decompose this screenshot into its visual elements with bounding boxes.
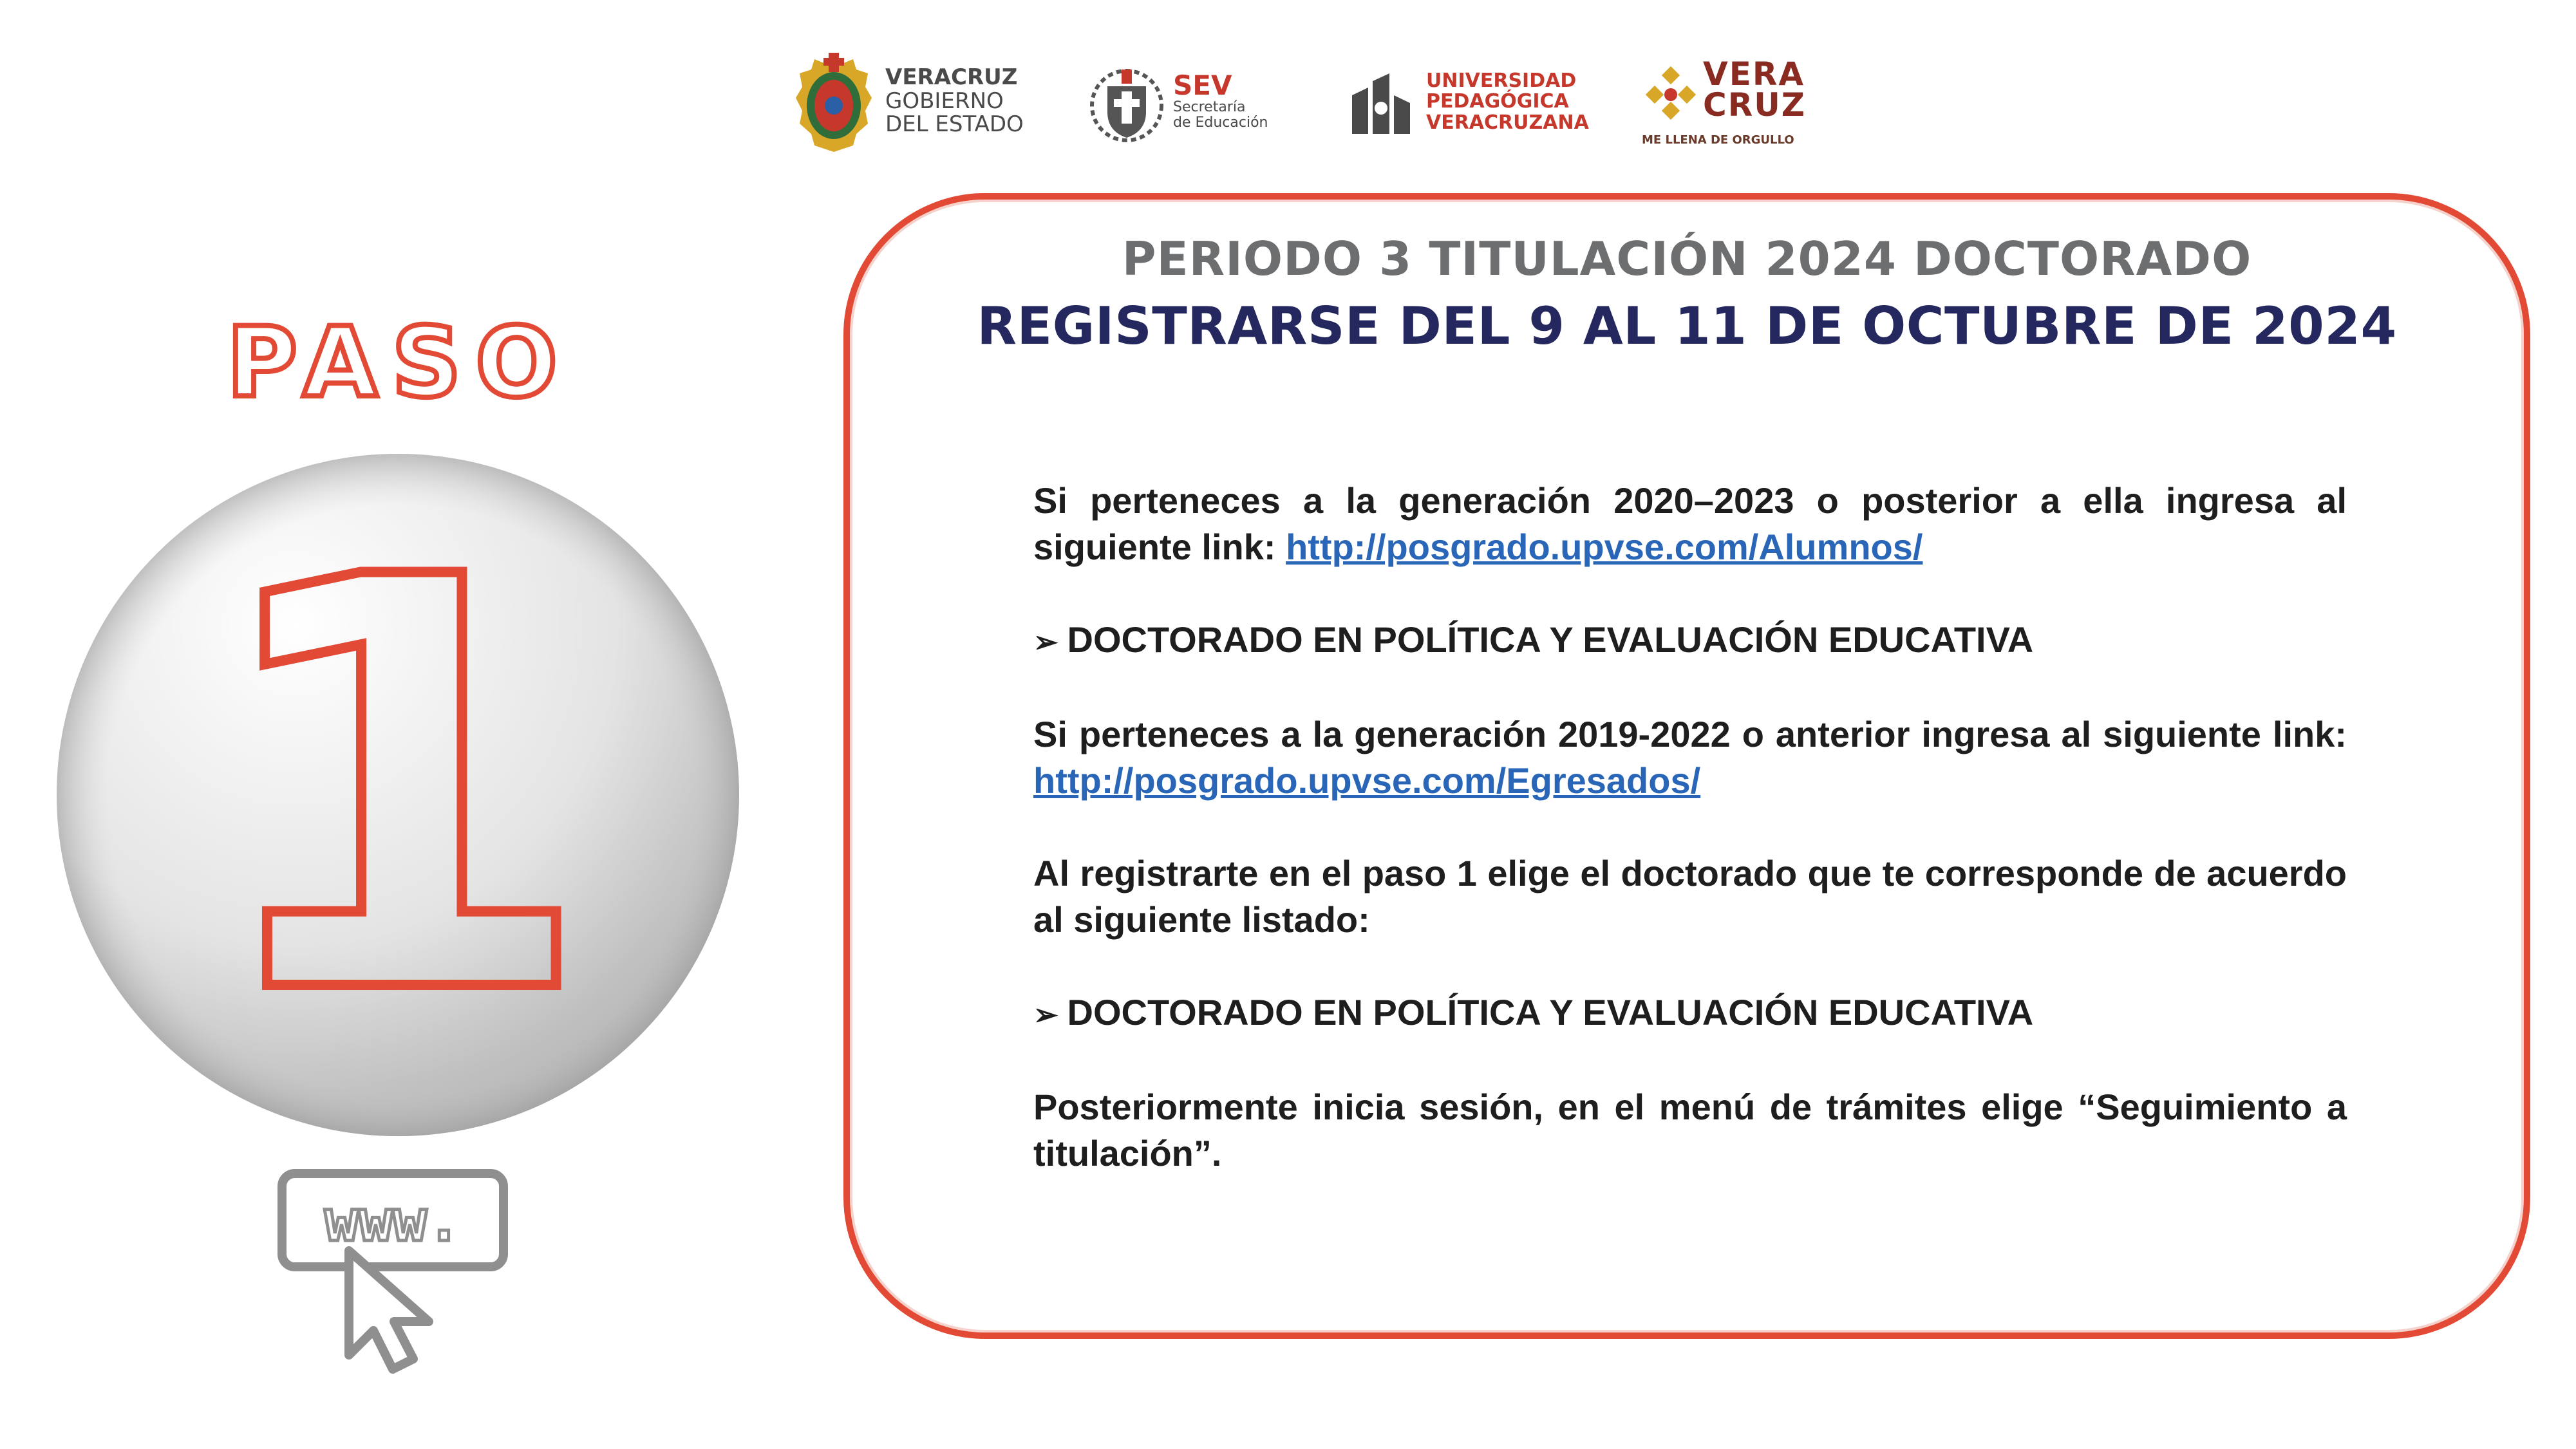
- egresados-link[interactable]: http://posgrado.upvse.com/Egresados/: [1033, 760, 1701, 801]
- paragraph-new-students: [1033, 478, 2347, 570]
- arrow-bullet-icon: ➢: [1033, 998, 1058, 1031]
- web-link-icon: [277, 1168, 509, 1374]
- logo-sev-line2: Secretaría: [1173, 99, 1246, 116]
- paragraph-1-text: Si perteneces a la generación 2020–2023 o posterior a ella ingresa al siguiente link:: [1033, 480, 2347, 567]
- logo-upv-line3: VERACRUZANA: [1426, 111, 1589, 134]
- web-icon-text: www.: [324, 1188, 461, 1254]
- logo-tagline: ME LLENA DE ORGULLO: [1642, 133, 1794, 147]
- logo-sev-title: SEV: [1173, 70, 1232, 101]
- logo-veracruz-line3: DEL ESTADO: [885, 111, 1024, 138]
- paragraph-select-program: Al registrarte en el paso 1 elige el doctorado que te corresponde de acuerdo al siguiente listado:: [1033, 853, 2347, 940]
- logo-veracruz-line2: GOBIERNO: [885, 88, 1004, 114]
- sev-shield-icon: [1088, 61, 1165, 151]
- paragraph-follow-up: Posteriormente inicia sesión, en el menú de trámites elige “Seguimiento a titulación”.: [1033, 1087, 2347, 1173]
- step-number-badge: [53, 451, 742, 1139]
- logo-vera: VERA: [1703, 55, 1805, 93]
- bullet-item-2: [1033, 989, 2347, 1038]
- paso-text: PASO: [227, 315, 572, 418]
- logo-upv-line1: UNIVERSIDAD: [1426, 70, 1577, 92]
- arrow-bullet-icon: ➢: [1033, 625, 1058, 659]
- veracruz-government-logo: [792, 51, 1037, 161]
- panel-title: PERIODO 3 TITULACIÓN 2024 DOCTORADO: [1122, 232, 2252, 286]
- panel-body: [1033, 478, 2347, 1177]
- pattern-icon: [1642, 66, 1700, 124]
- alumnos-link[interactable]: http://posgrado.upvse.com/Alumnos/: [1286, 527, 1923, 567]
- sev-logo: [1088, 51, 1281, 161]
- coat-of-arms-icon: [792, 51, 876, 154]
- logo-upv-line2: PEDAGÓGICA: [1426, 90, 1569, 113]
- upv-logo: [1346, 51, 1590, 161]
- paragraph-2-text: Si perteneces a la generación 2019-2022 o anterior ingresa al siguiente link:: [1033, 714, 2347, 754]
- paragraph-graduates: [1033, 711, 2347, 804]
- paso-label: [225, 315, 573, 418]
- logo-sev-line3: de Educación: [1173, 115, 1268, 131]
- logo-veracruz-line1: VERACRUZ: [885, 64, 1018, 90]
- veracruz-brand-logo: [1642, 51, 1809, 161]
- upv-emblem-icon: [1346, 70, 1416, 140]
- step-number: 1: [200, 459, 596, 1119]
- panel-subtitle: REGISTRARSE DEL 9 AL 11 DE OCTUBRE DE 2024: [977, 296, 2397, 356]
- bullet-item-1: [1033, 617, 2347, 665]
- bullet-2-text: DOCTORADO EN POLÍTICA Y EVALUACIÓN EDUCATIVA: [1067, 992, 2034, 1033]
- logo-cruz: CRUZ: [1703, 86, 1807, 124]
- bullet-1-text: DOCTORADO EN POLÍTICA Y EVALUACIÓN EDUCATIVA: [1067, 619, 2034, 660]
- logo-bar: [792, 51, 1807, 161]
